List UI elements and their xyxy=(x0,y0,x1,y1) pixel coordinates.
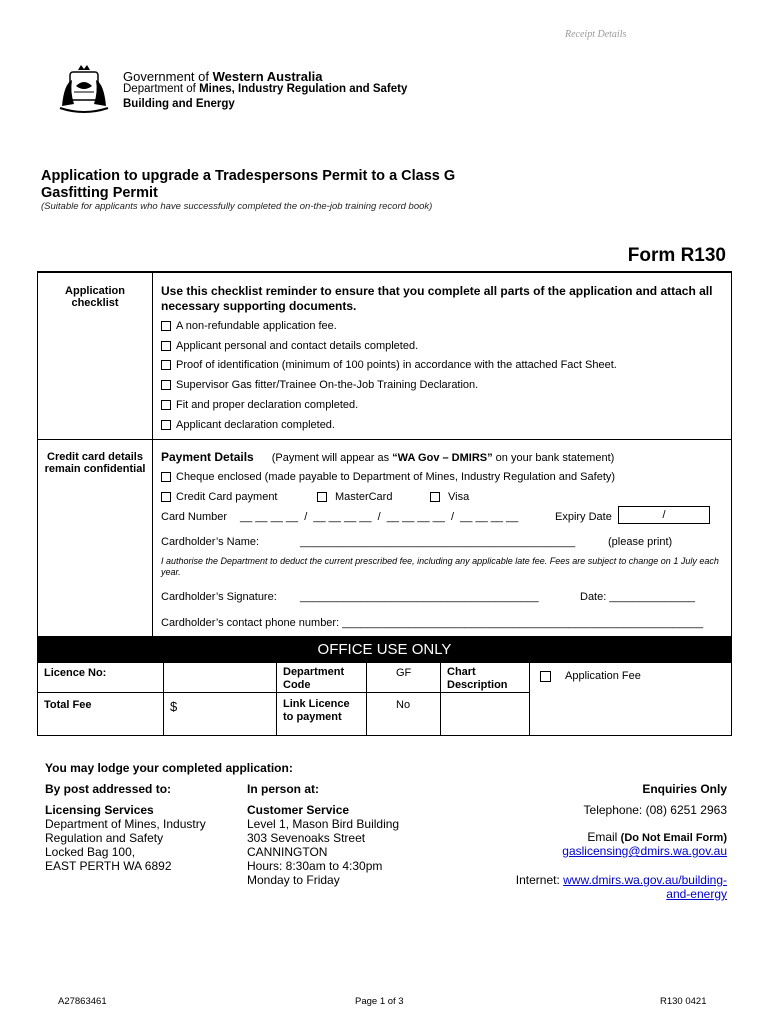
post-heading: By post addressed to: xyxy=(45,782,172,796)
visa-option[interactable]: Visa xyxy=(430,491,469,503)
cheque-option[interactable]: Cheque enclosed (made payable to Department of Mines, Industry Regulation and Safety) xyxy=(161,471,615,483)
expiry-label: Expiry Date xyxy=(555,511,612,523)
form-code: R130 0421 xyxy=(660,996,707,1007)
office-col-divider xyxy=(366,663,367,736)
in-person-address: Customer Service Level 1, Mason Bird Building 303 Sevenoaks Street CANNINGTON Hours: 8:30am to 4:30pm Monday to Friday xyxy=(247,803,400,887)
wa-crest-logo xyxy=(56,62,112,114)
link-licence-value: No xyxy=(396,699,411,711)
checklist-item[interactable]: Applicant personal and contact details completed. xyxy=(161,340,418,352)
expiry-field[interactable]: / xyxy=(618,506,710,524)
box-top-rule xyxy=(37,271,732,273)
internet-row: Internet: www.dmirs.wa.gov.au/building- xyxy=(515,873,727,887)
receipt-details-label: Receipt Details xyxy=(565,29,627,40)
licence-no-label: Licence No: xyxy=(44,667,107,679)
checkbox[interactable] xyxy=(430,492,440,502)
checklist-label: Application checklist xyxy=(65,285,125,309)
enquiries-telephone: Telephone: (08) 6251 2963 xyxy=(583,803,727,817)
in-person-heading: In person at: xyxy=(247,782,320,796)
credit-card-option[interactable]: Credit Card payment xyxy=(161,491,278,503)
signature-label: Cardholder’s Signature: xyxy=(161,591,277,603)
payment-heading: Payment Details xyxy=(161,450,254,464)
department-line: Department of Mines, Industry Regulation and Safety xyxy=(123,83,408,95)
checkbox[interactable] xyxy=(161,472,171,482)
dept-code-value: GF xyxy=(396,667,412,679)
total-fee-label: Total Fee xyxy=(44,699,92,711)
phone-field[interactable]: Cardholder’s contact phone number: ___________________________________________________________ xyxy=(161,617,704,629)
checkbox[interactable] xyxy=(161,321,171,331)
website-link[interactable]: www.dmirs.wa.gov.au/building- xyxy=(563,873,727,887)
checklist-item[interactable]: Fit and proper declaration completed. xyxy=(161,399,358,411)
cardholder-name-field[interactable]: _____________________________________________ xyxy=(300,536,576,548)
website-link-continued[interactable]: and-energy xyxy=(666,887,727,901)
payment-label: Credit card details remain confidential xyxy=(44,451,146,475)
checkbox[interactable] xyxy=(317,492,327,502)
office-col-divider xyxy=(440,663,441,736)
office-use-heading: OFFICE USE ONLY xyxy=(38,636,731,663)
office-col-divider xyxy=(276,663,277,736)
date-field[interactable]: Date: ______________ xyxy=(580,591,695,603)
page-number: Page 1 of 3 xyxy=(355,996,404,1007)
card-number-label: Card Number xyxy=(161,511,228,523)
email-link[interactable]: gaslicensing@dmirs.wa.gov.au xyxy=(562,844,727,858)
office-col-divider xyxy=(529,663,530,736)
checkbox[interactable] xyxy=(161,380,171,390)
office-col-divider xyxy=(163,663,164,736)
division-line: Building and Energy xyxy=(123,98,235,110)
checklist-item[interactable]: A non-refundable application fee. xyxy=(161,320,337,332)
label-column-divider xyxy=(152,272,153,636)
checkbox[interactable] xyxy=(161,341,171,351)
checklist-item[interactable]: Proof of identification (minimum of 100 points) in accordance with the attached Fact Sheet. xyxy=(161,359,617,371)
checkbox[interactable] xyxy=(161,420,171,430)
enquiries-heading: Enquiries Only xyxy=(642,782,727,796)
lodge-heading: You may lodge your completed application: xyxy=(45,761,293,775)
post-address: Licensing Services Department of Mines, Industry Regulation and Safety Locked Bag 100, EAST PERTH WA 6892 xyxy=(45,803,206,873)
section-divider xyxy=(37,439,732,440)
dept-code-label: Department Code xyxy=(283,666,345,691)
link-licence-label: Link Licence to payment xyxy=(283,698,350,723)
payment-heading-row: Payment Details (Payment will appear as “WA Gov – DMIRS” on your bank statement) xyxy=(161,450,615,464)
enquiries-email-label: Email (Do Not Email Form) xyxy=(587,830,727,844)
chart-description-label: Chart Description xyxy=(447,666,508,691)
authorise-statement: I authorise the Department to deduct the current prescribed fee, including any applicable late fee. Fees are subject to change on 1 July each year. xyxy=(161,556,719,577)
document-id: A27863461 xyxy=(58,996,107,1007)
checkbox[interactable] xyxy=(161,492,171,502)
mastercard-option[interactable]: MasterCard xyxy=(317,491,392,503)
checklist-item[interactable]: Applicant declaration completed. xyxy=(161,419,335,431)
checkbox[interactable] xyxy=(161,360,171,370)
form-subtitle: (Suitable for applicants who have successfully completed the on-the-job training record book) xyxy=(41,201,433,212)
card-number-field[interactable]: __ __ __ __ / __ __ __ __ / __ __ __ __ / __ __ __ __ xyxy=(240,511,519,523)
application-fee-option[interactable]: Application Fee xyxy=(540,670,641,682)
dollar-sign: $ xyxy=(170,699,178,714)
form-title: Application to upgrade a Tradespersons Permit to a Class G Gasfitting Permit xyxy=(41,168,456,201)
checkbox[interactable] xyxy=(161,400,171,410)
checkbox[interactable] xyxy=(540,671,551,682)
form-number: Form R130 xyxy=(627,245,726,266)
cardholder-name-label: Cardholder’s Name: xyxy=(161,536,260,548)
checklist-heading: Use this checklist reminder to ensure that you complete all parts of the application and attach all necessary supporting documents. xyxy=(161,284,713,313)
please-print-note: (please print) xyxy=(608,536,673,548)
office-row-divider xyxy=(37,692,529,693)
signature-field[interactable]: _______________________________________ xyxy=(300,591,539,603)
government-line: Government of Western Australia xyxy=(123,69,323,84)
checklist-item[interactable]: Supervisor Gas fitter/Trainee On-the-Job Training Declaration. xyxy=(161,379,478,391)
